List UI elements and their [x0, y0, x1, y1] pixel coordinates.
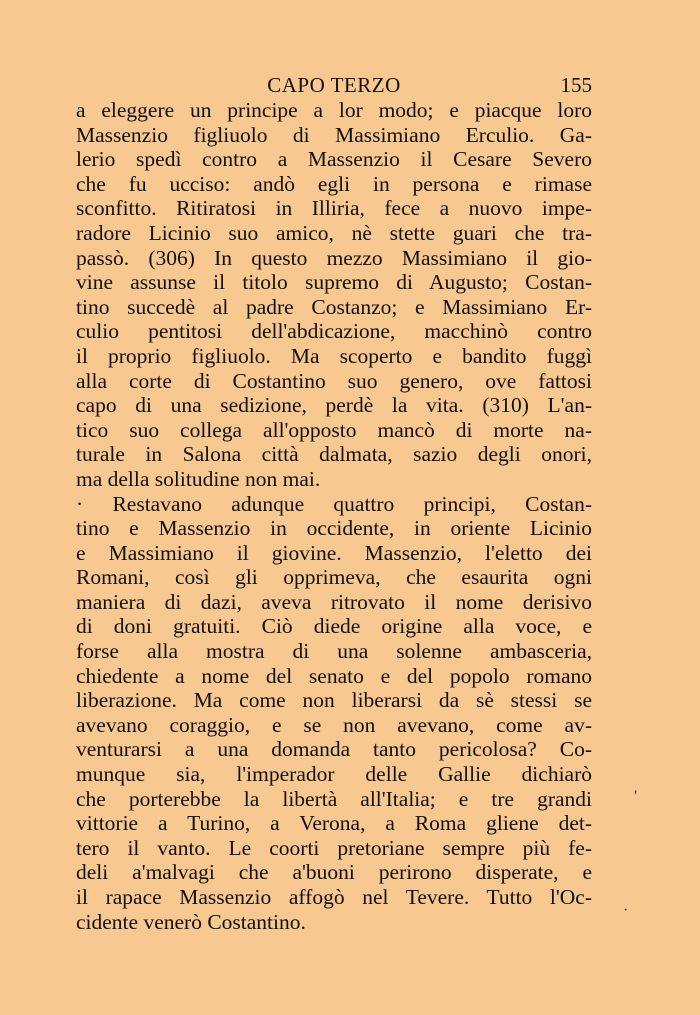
text-line: Massenzio figliuolo di Massimiano Erculio. Ga- [76, 122, 592, 147]
text-line: deli a'malvagi che a'buoni perirono disperate, e [76, 860, 592, 885]
text-line: che fu ucciso: andò egli in persona e rimase [76, 171, 592, 196]
text-line: tico suo collega all'opposto mancò di morte na- [76, 417, 592, 442]
text-line: tero il vanto. Le coorti pretoriane sempre più fe- [76, 835, 592, 860]
text-line: munque sia, l'imperador delle Gallie dichiarò [76, 762, 592, 787]
text-line: forse alla mostra di una solenne ambasceria, [76, 639, 592, 664]
text-line: cidente venerò Costantino. [76, 909, 306, 934]
margin-speck: ′ [634, 788, 638, 805]
text-line: di doni gratuiti. Ciò diede origine alla voce, e [76, 614, 592, 639]
text-line: sconfitto. Ritiratosi in Illiria, fece a nuovo impe- [76, 196, 592, 221]
text-line: maniera di dazi, aveva ritrovato il nome derisivo [76, 589, 592, 614]
margin-speck: · [623, 902, 629, 919]
running-head [76, 70, 592, 100]
text-line: tino succedè al padre Costanzo; e Massimiano Er- [76, 294, 592, 319]
text-line: culio pentitosi dell'abdicazione, macchinò contro [76, 319, 592, 344]
text-line: passò. (306) In questo mezzo Massimiano il gio- [76, 245, 592, 270]
text-line: lerio spedì contro a Massenzio il Cesare Severo [76, 147, 592, 172]
text-line: tino e Massenzio in occidente, in oriente Licinio [76, 516, 592, 541]
text-line: alla corte di Costantino suo genero, ove fattosi [76, 368, 592, 393]
text-line: capo di una sedizione, perdè la vita. (310) L'an- [76, 393, 592, 418]
text-line: liberazione. Ma come non liberarsi da sè stessi se [76, 688, 592, 713]
text-line: il proprio figliuolo. Ma scoperto e bandito fuggì [76, 343, 592, 368]
text-line: il rapace Massenzio affogò nel Tevere. Tutto l'Oc- [76, 885, 592, 909]
text-line: venturarsi a una domanda tanto pericolosa? Co- [76, 737, 592, 762]
text-line: avevano coraggio, e se non avevano, come av- [76, 712, 592, 737]
text-line: radore Licinio suo amico, nè stette guari che tra- [76, 220, 592, 245]
text-line: ma della solitudine non mai. [76, 466, 321, 491]
text-line: e Massimiano il giovine. Massenzio, l'eletto dei [76, 540, 592, 565]
body-text [76, 98, 592, 934]
chapter-title: CAPO TERZO [267, 73, 401, 97]
text-line: a eleggere un principe a lor modo; e piacque loro [76, 98, 592, 122]
text-line: chiedente a nome del senato e del popolo romano [76, 663, 592, 688]
text-line: vittorie a Turino, a Verona, a Roma gliene det- [76, 811, 592, 836]
text-line: Romani, così gli opprimeva, che esaurita ogni [76, 565, 592, 590]
page-number: 155 [560, 73, 592, 97]
text-line: · Restavano adunque quattro principi, Costan- [76, 491, 592, 516]
text-line: vine assunse il titolo supremo di Augusto; Costan- [76, 270, 592, 295]
text-line: turale in Salona città dalmata, sazio degli onori, [76, 442, 592, 467]
text-line: che porterebbe la libertà all'Italia; e tre grandi [76, 786, 592, 811]
